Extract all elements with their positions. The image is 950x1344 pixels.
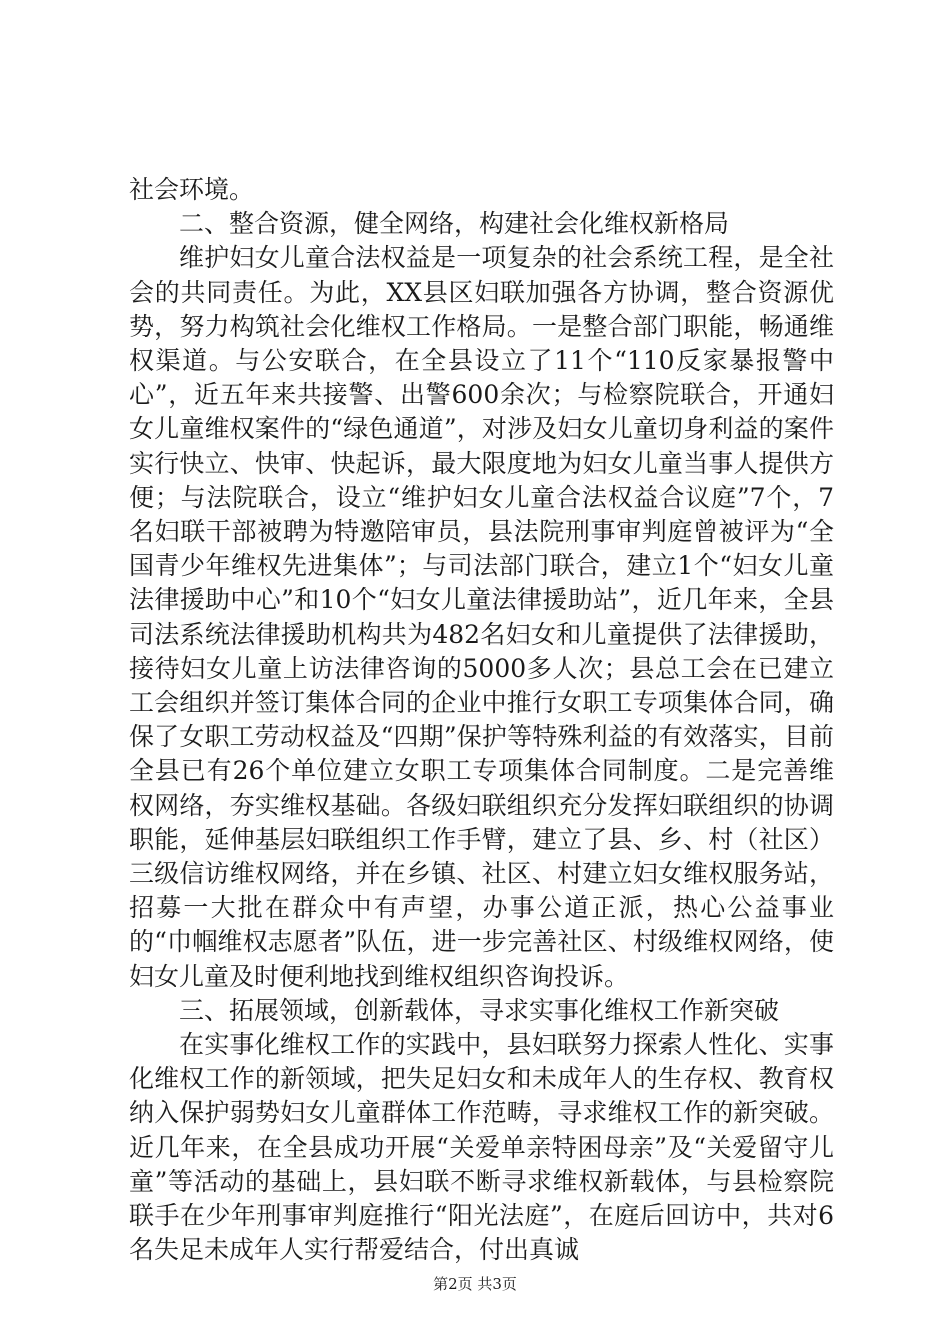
section-heading-3: 三、拓展领域，创新载体，寻求实事化维权工作新突破 [179, 995, 780, 1025]
paragraph-continuation: 社会环境。 [129, 175, 255, 204]
document-body [129, 173, 834, 1268]
paragraph-body: 维护妇女儿童合法权益是一项复杂的社会系统工程，是全社会的共同责任。为此，XX县区妇联加强各方协调，整合资源优势，努力构筑社会化维权工作格局。一是整合部门职能，畅通维权渠道。与公安联合，在全县设立了11个“110反家暴报警中心”，近五年来共接警、出警600余次；与检察院联合，开通妇女儿童维权案件的“绿色通道”，对涉及妇女儿童切身利益的案件实行快立、快审、快起诉，最大限度地为妇女儿童当事人提供方便；与法院联合，设立“维护妇女儿童合法权益合议庭”7个，7名妇联干部被聘为特邀陪审员，县法院刑事审判庭曾被评为“全国青少年维权先进集体”；与司法部门联合，建立1个“妇女儿童法律援助中心”和10个“妇女儿童法律援助站”，近几年来，全县司法系统法律援助机构共为482名妇女和儿童提供了法律援助，接待妇女儿童上访法律咨询的5000多人次；县总工会在已建立工会组织并签订集体合同的企业中推行女职工专项集体合同，确保了女职工劳动权益及“四期”保护等特殊利益的有效落实，目前全县已有26个单位建立女职工专项集体合同制度。二是完善维权网络，夯实维权基础。各级妇联组织充分发挥妇联组织的协调职能，延伸基层妇联组织工作手臂，建立了县、乡、村（社区）三级信访维权网络，并在乡镇、社区、村建立妇女维权服务站，招募一大批在群众中有声望，办事公道正派，热心公益事业的“巾帼维权志愿者”队伍，进一步完善社区、村级维权网络，使妇女儿童及时便利地找到维权组织咨询投诉。 [129, 243, 834, 991]
section-heading-2: 二、整合资源，健全网络，构建社会化维权新格局 [179, 209, 730, 239]
page-number: 第2页 共3页 [433, 1275, 517, 1293]
paragraph-body: 在实事化维权工作的实践中，县妇联努力探索人性化、实事化维权工作的新领域，把失足妇女和未成年人的生存权、教育权纳入保护弱势妇女儿童群体工作范畴，寻求维权工作的新突破。近几年来，在全县成功开展“关爱单亲特困母亲”及“关爱留守儿童”等活动的基础上，县妇联不断寻求维权新载体，与县检察院联手在少年刑事审判庭推行“阳光法庭”，在庭后回访中，共对6名失足未成年人实行帮爱结合，付出真诚 [129, 1030, 834, 1265]
